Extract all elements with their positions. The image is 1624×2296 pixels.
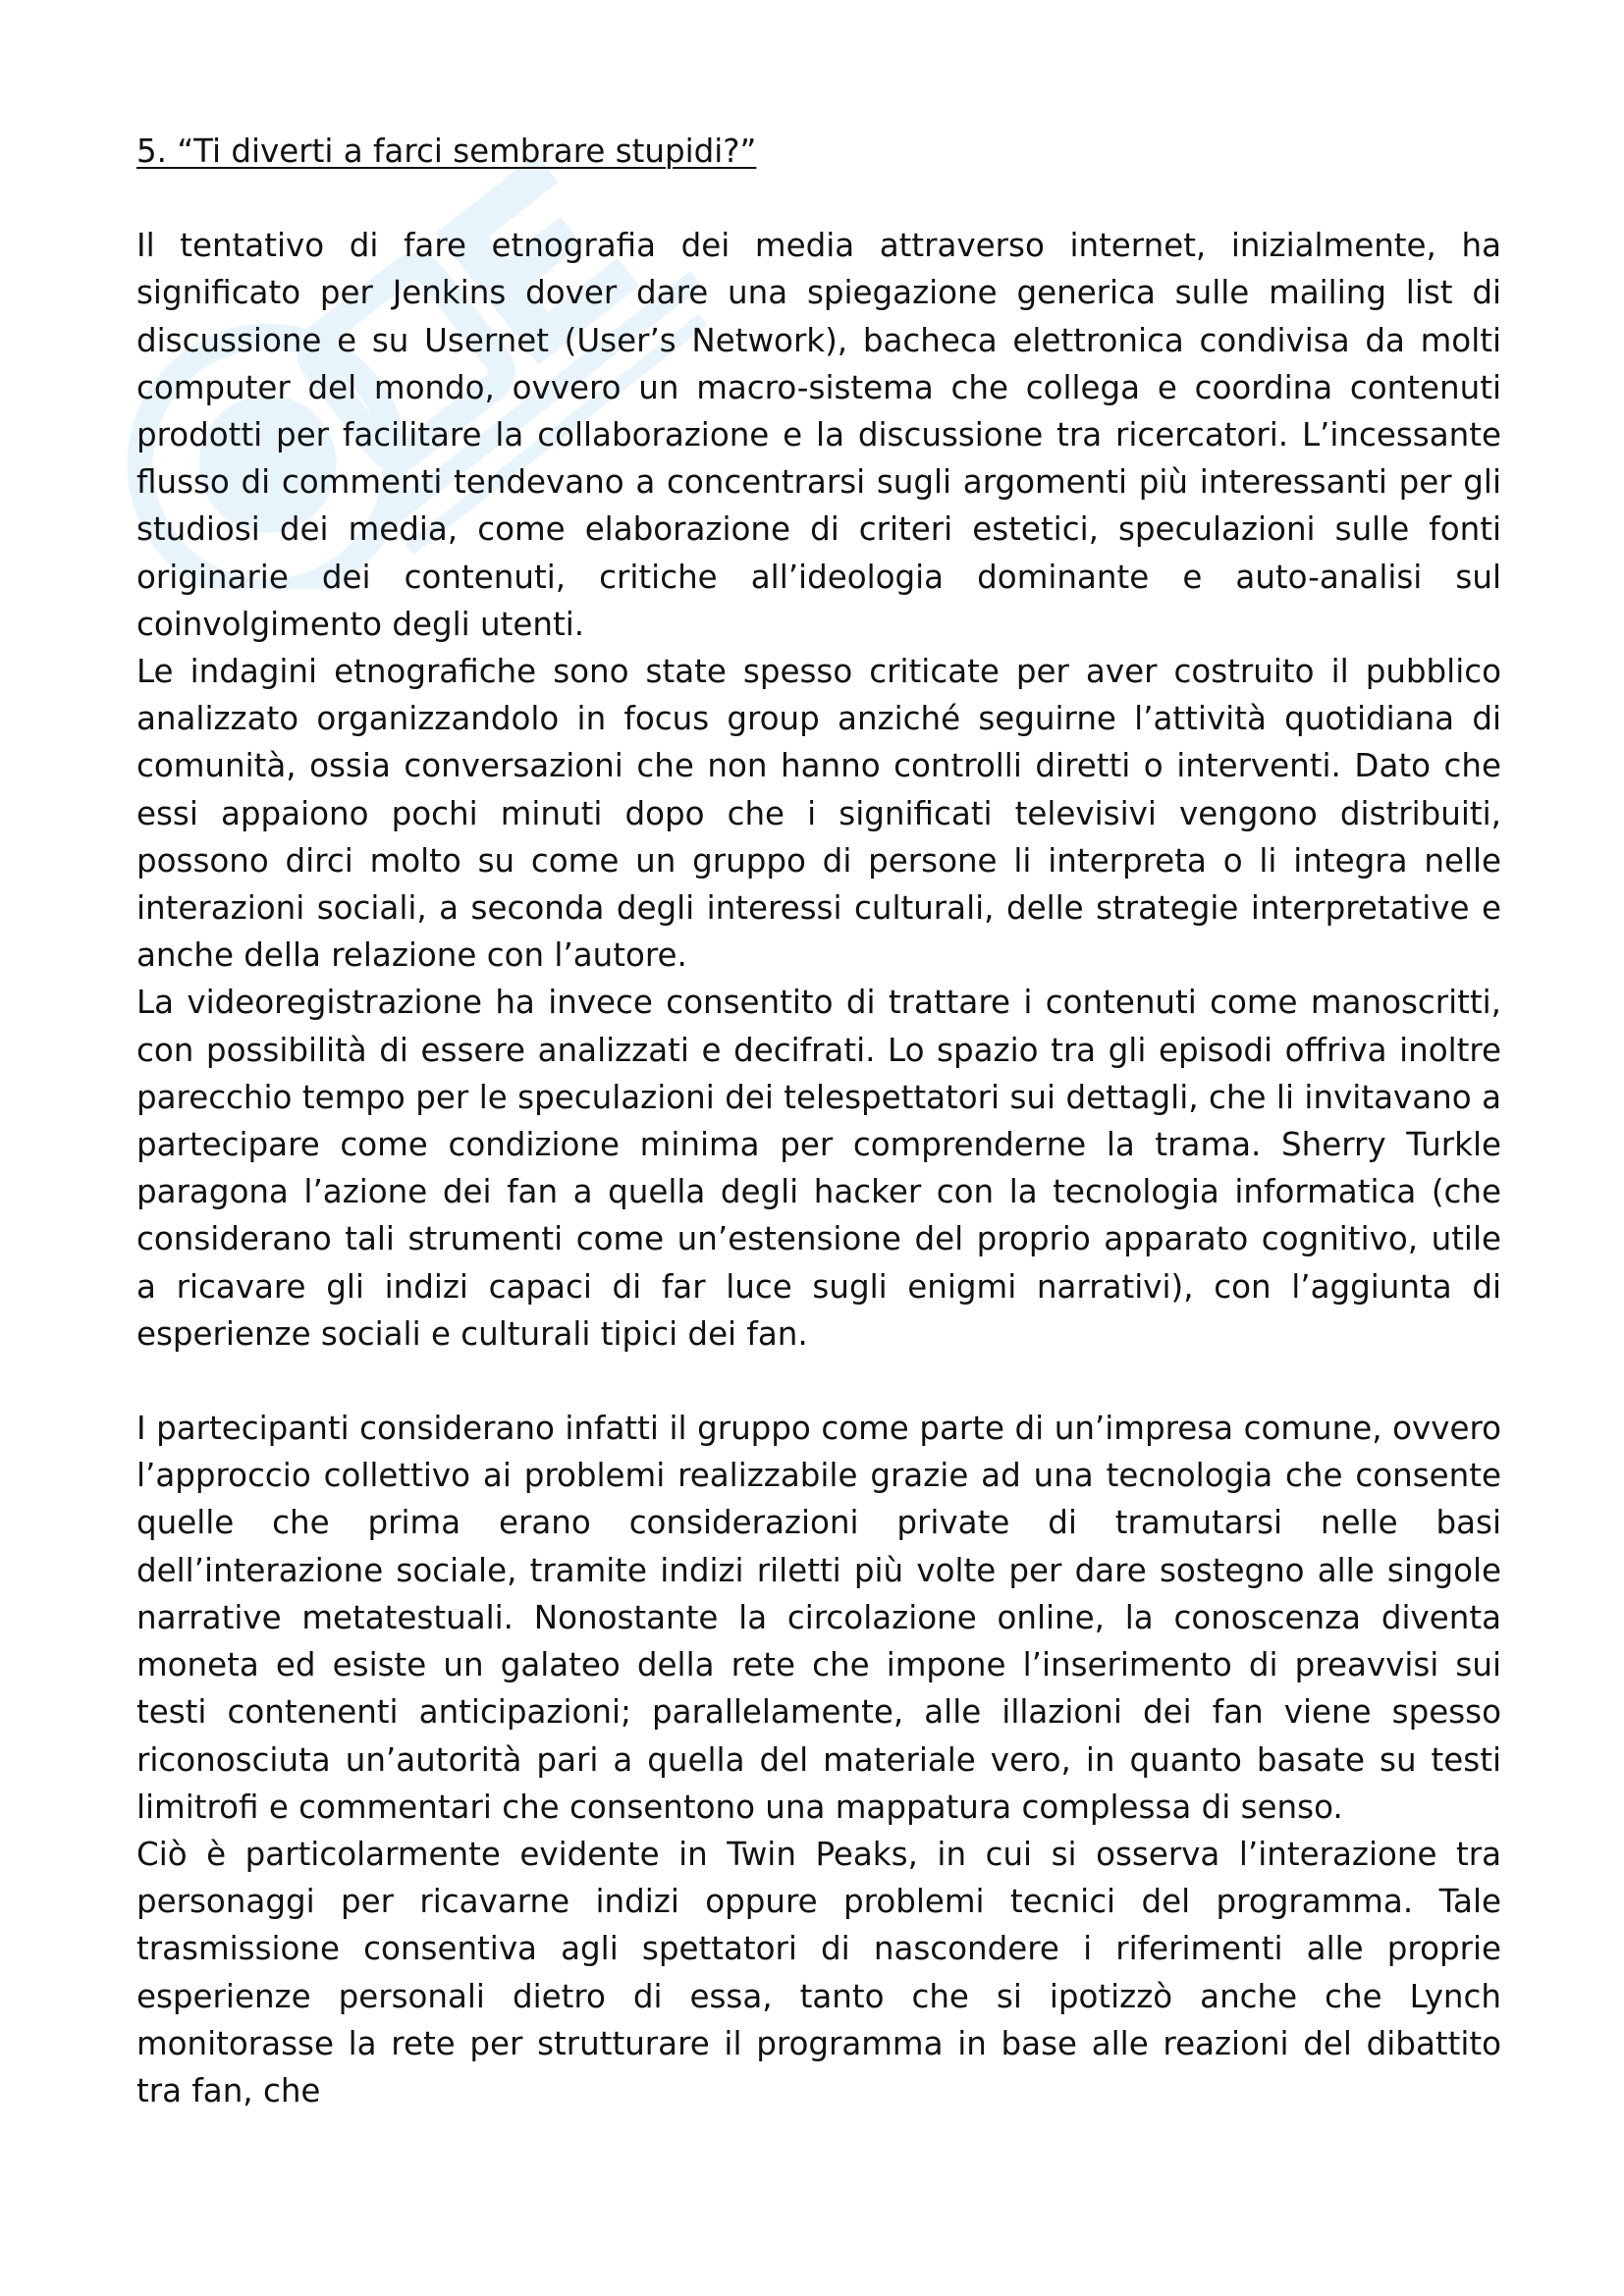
paragraph: Il tentativo di fare etnografia dei media attraverso internet, inizialmente, ha significato per Jenkins dover dare una spiegazione generica sulle mailing list di discussione e su Usernet (User’s Network), bacheca elettronica condivisa da molti computer del mondo, ovvero un macro-sistema che collega e coordina contenuti prodotti per facilitare la collaborazione e la discussione tra ricercatori. L’incessante flusso di commenti tendevano a concentrarsi sugli argomenti più interessanti per gli studiosi dei media, come elaborazione di criteri estetici, speculazioni sulle fonti originarie dei contenuti, critiche all’ideologia dominante e auto-analisi sul coinvolgimento degli utenti.: [136, 227, 1501, 643]
paragraph: Le indagini etnografiche sono state spesso criticate per aver costruito il pubblico analizzato organizzandolo in focus group anziché seguirne l’attività quotidiana di comunità, ossia conversazioni che non hanno controlli diretti o interventi. Dato che essi appaiono pochi minuti dopo che i significati televisivi vengono distribuiti, possono dirci molto su come un gruppo di persone li interpreta o li integra nelle interazioni sociali, a seconda degli interessi culturali, delle strategie interpretative e anche della relazione con l’autore.: [136, 653, 1501, 975]
section-heading: 5. “Ti diverti a farci sembrare stupidi?”: [136, 133, 757, 170]
paragraph: La videoregistrazione ha invece consentito di trattare i contenuti come manoscritti, con possibilità di essere analizzati e decifrati. Lo spazio tra gli episodi offriva inoltre parecchio tempo per le speculazioni dei telespettatori sui dettagli, che li invitavano a partecipare come condizione minima per comprenderne la trama. Sherry Turkle paragona l’azione dei fan a quella degli hacker con la tecnologia informatica (che considerano tali strumenti come un’estensione del proprio apparato cognitivo, utile a ricavare gli indizi capaci di far luce sugli enigmi narrativi), con l’aggiunta di esperienze sociali e culturali tipici dei fan.: [136, 984, 1501, 1353]
document-page: [136, 128, 1501, 2114]
paragraph: I partecipanti considerano infatti il gruppo come parte di un’impresa comune, ovvero l’approccio collettivo ai problemi realizzabile grazie ad una tecnologia che consente quelle che prima erano considerazioni private di tramutarsi nelle basi dell’interazione sociale, tramite indizi riletti più volte per dare sostegno alle singole narrative metatestuali. Nonostante la circolazione online, la conoscenza diventa moneta ed esiste un galateo della rete che impone l’inserimento di preavvisi sui testi contenenti anticipazioni; parallelamente, alle illazioni dei fan viene spesso riconosciuta un’autorità pari a quella del materiale vero, in quanto basate su testi limitrofi e commentari che consentono una mappatura complessa di senso.: [136, 1410, 1501, 1826]
paragraph: Ciò è particolarmente evidente in Twin Peaks, in cui si osserva l’interazione tra personaggi per ricavarne indizi oppure problemi tecnici del programma. Tale trasmissione consentiva agli spettatori di nascondere i riferimenti alle proprie esperienze personali dietro di essa, tanto che si ipotizzò anche che Lynch monitorasse la rete per strutturare il programma in base alle reazioni del dibattito tra fan, che: [136, 1835, 1501, 2109]
